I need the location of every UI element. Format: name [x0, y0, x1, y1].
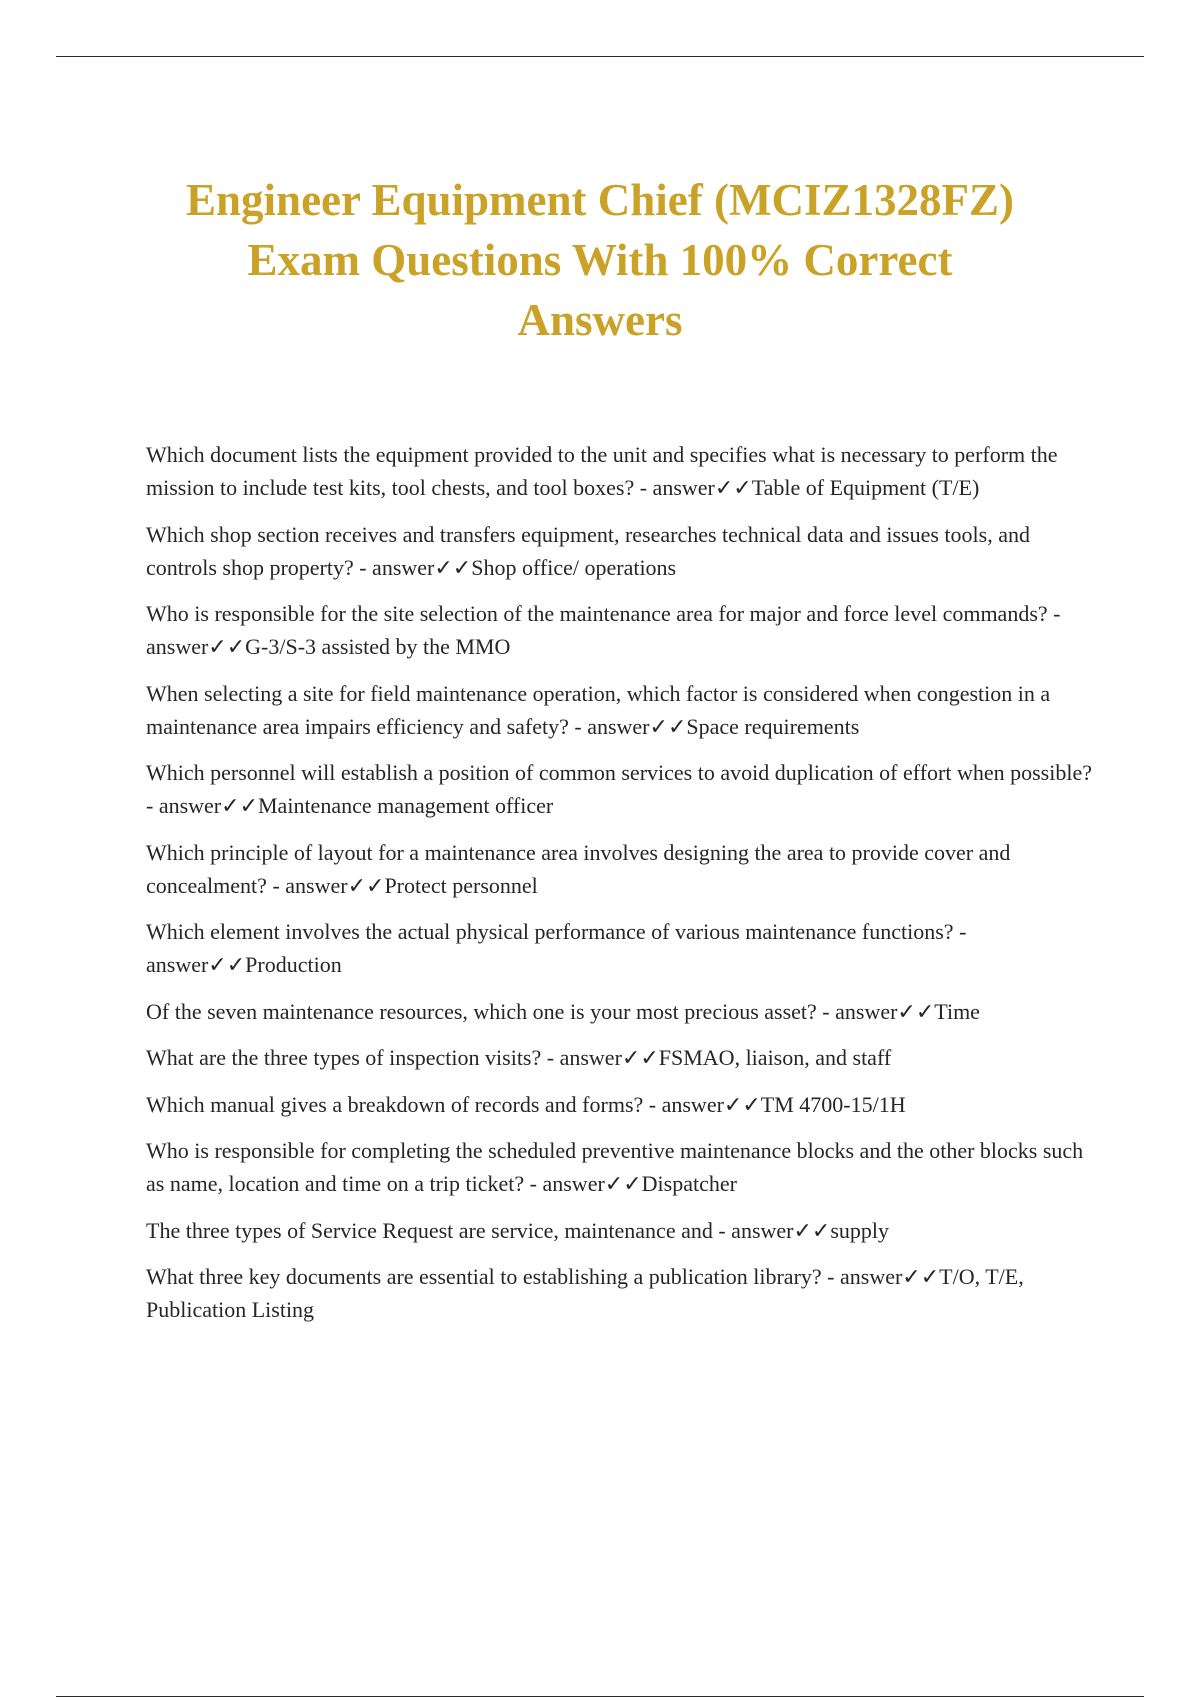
qa-item — [146, 518, 1096, 584]
question-text: What are the three types of inspection visits? — [146, 1045, 542, 1070]
answer-text: Time — [934, 998, 980, 1024]
answer-text: Production — [245, 952, 342, 977]
title-line: Answers — [517, 295, 683, 345]
answer-text: G-3/S-3 assisted by the MMO — [245, 634, 511, 659]
question-text: Which element involves the actual physical performance of various maintenance functions? — [146, 919, 954, 944]
question-text: Which personnel will establish a position of common services to avoid duplication of effort when possible? — [146, 760, 1092, 785]
answer-text: Protect personnel — [384, 872, 538, 898]
question-text: What three key documents are essential to establishing a publication library? — [146, 1264, 822, 1289]
answer-separator: - answer✓✓ — [568, 713, 687, 739]
answer-separator: - answer✓✓ — [146, 601, 1061, 659]
qa-item — [146, 915, 1096, 981]
answer-text: Table of Equipment (T/E) — [751, 475, 980, 500]
title-line: Engineer Equipment Chief (MCIZ1328FZ) — [186, 175, 1014, 225]
answer-separator: - answer✓✓ — [146, 793, 258, 818]
title-line: Exam Questions With 100% Correct — [247, 235, 953, 285]
question-text: Which shop section receives and transfers equipment, researches technical data and issues tools, and controls shop property? — [146, 521, 1030, 580]
bottom-rule — [56, 1696, 1144, 1697]
answer-text: T/O, T/E, Publication Listing — [146, 1264, 1024, 1322]
qa-item — [146, 995, 1096, 1028]
answer-text: Space requirements — [686, 713, 860, 739]
question-text: Which principle of layout for a maintenance area involves designing the area to provide cover and concealment? — [146, 839, 1011, 898]
qa-list — [146, 438, 1096, 1340]
question-text: Which manual gives a breakdown of records and forms? — [146, 1091, 644, 1117]
answer-separator: - answer✓✓ — [821, 1264, 940, 1289]
top-rule — [56, 56, 1144, 57]
question-text: When selecting a site for field maintenance operation, which factor is considered when congestion in a maintenance area impairs efficiency and safety? — [146, 680, 1051, 739]
qa-item — [146, 1214, 1096, 1247]
answer-separator: - answer✓✓ — [712, 1217, 831, 1243]
answer-separator: - answer✓✓ — [634, 475, 752, 500]
answer-text: supply — [830, 1217, 890, 1243]
question-text: Who is responsible for the site selection of the maintenance area for major and force level commands? — [146, 601, 1048, 626]
qa-item — [146, 1134, 1096, 1200]
question-text: Of the seven maintenance resources, which one is your most precious asset? — [146, 998, 817, 1024]
qa-item — [146, 1041, 1096, 1074]
document-title — [120, 170, 1080, 350]
question-text: Who is responsible for completing the scheduled preventive maintenance blocks and the other blocks such as name, location and time on a trip ticket? — [146, 1138, 1084, 1196]
qa-item — [146, 836, 1096, 902]
qa-item — [146, 438, 1096, 504]
qa-item — [146, 1088, 1096, 1121]
answer-separator: - answer✓✓ — [541, 1045, 659, 1070]
qa-item — [146, 1260, 1096, 1326]
question-text: Which document lists the equipment provided to the unit and specifies what is necessary to perform the mission to include test kits, tool chests, and tool boxes? — [146, 442, 1058, 500]
answer-text: FSMAO, liaison, and staff — [658, 1045, 892, 1070]
answer-text: Shop office/ operations — [471, 554, 677, 580]
answer-text: TM 4700-15/1H — [760, 1091, 906, 1117]
question-text: The three types of Service Request are service, maintenance and — [146, 1217, 713, 1243]
qa-item — [146, 677, 1096, 743]
answer-text: Maintenance management officer — [258, 793, 554, 818]
answer-separator: - answer✓✓ — [816, 998, 935, 1024]
answer-separator: - answer✓✓ — [524, 1171, 642, 1196]
answer-separator: - answer✓✓ — [353, 554, 472, 580]
answer-separator: - answer✓✓ — [146, 919, 967, 977]
answer-text: Dispatcher — [641, 1171, 737, 1196]
answer-separator: - answer✓✓ — [643, 1091, 761, 1117]
qa-item — [146, 597, 1096, 663]
qa-item — [146, 756, 1096, 822]
answer-separator: - answer✓✓ — [266, 872, 385, 898]
